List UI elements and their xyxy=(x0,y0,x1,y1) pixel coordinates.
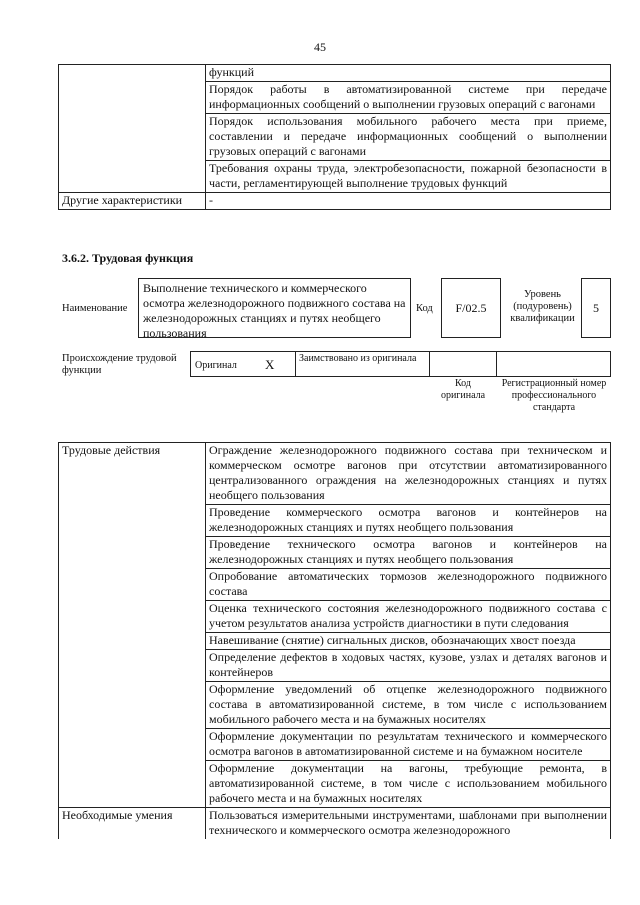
skills-label: Необходимые умения xyxy=(59,808,206,840)
top-continuation-table xyxy=(58,64,611,210)
section-heading: 3.6.2. Трудовая функция xyxy=(62,251,194,265)
borrowed-label: Заимствовано из оригинала xyxy=(299,353,417,364)
reg-number-caption: Регистрационный номер профессионального стандарта xyxy=(501,378,607,413)
table-cell-label xyxy=(59,82,206,114)
table-cell-text: Порядок работы в автоматизированной системе при передаче информационных сообщений о выполнении грузовых операций с вагонами xyxy=(206,82,611,114)
page-number: 45 xyxy=(314,40,326,54)
reg-number-box xyxy=(496,351,611,377)
table-row xyxy=(59,443,611,505)
labor-action-item: Опробование автоматических тормозов железнодорожного подвижного состава xyxy=(206,569,611,601)
labor-action-item: Оформление документации по результатам технического и коммерческого осмотра вагонов в автоматизированной системе и на бумажном носителе xyxy=(206,729,611,761)
code-box xyxy=(441,278,501,338)
labor-actions-table xyxy=(58,442,611,839)
labor-action-item: Оценка технического состояния железнодорожного подвижного состава с учетом результатов анализа устройств диагностики в пути следования xyxy=(206,601,611,633)
table-row xyxy=(59,808,611,840)
table-cell-label xyxy=(59,114,206,161)
code-label: Код xyxy=(416,303,433,314)
code-original-caption: Код оригинала xyxy=(440,378,486,401)
skill-item: Пользоваться измерительными инструментами, шаблонами при выполнении технического и коммерческого осмотра железнодорожного xyxy=(206,808,611,840)
level-box xyxy=(581,278,611,338)
name-label: Наименование xyxy=(62,303,128,314)
original-label: Оригинал xyxy=(195,360,237,371)
table-cell-text: Требования охраны труда, электробезопасности, пожарной безопасности в части, регламентирующей выполнение трудовых функций xyxy=(206,161,611,193)
labor-action-item: Ограждение железнодорожного подвижного состава при техническом и коммерческом осмотре вагонов при отсутствии автоматизированного централизованного ограждения на железнодорожных станциях и путях необщего пользования xyxy=(206,443,611,505)
code-value: F/02.5 xyxy=(455,301,487,315)
table-cell-label xyxy=(59,161,206,193)
labor-action-item: Оформление документации на вагоны, требующие ремонта, в автоматизированной системе, в том числе с использованием мобильного рабочего места и на бумажных носителях xyxy=(206,761,611,808)
labor-action-item: Оформление уведомлений об отцепке железнодорожного подвижного состава в автоматизированной системе, в том числе с использованием мобильного рабочего места и на бумажных носителях xyxy=(206,682,611,729)
borrowed-box xyxy=(295,351,430,377)
function-name-box xyxy=(138,278,411,338)
other-characteristics-value: - xyxy=(206,193,611,210)
labor-action-item: Навешивание (снятие) сигнальных дисков, обозначающих хвост поезда xyxy=(206,633,611,650)
table-row xyxy=(59,161,611,193)
table-cell-label xyxy=(59,65,206,82)
labor-action-item: Проведение коммерческого осмотра вагонов и контейнеров на железнодорожных станциях и путях необщего пользования xyxy=(206,505,611,537)
actions-label: Трудовые действия xyxy=(59,443,206,808)
table-row xyxy=(59,193,611,210)
function-name-value: Выполнение технического и коммерческого осмотра железнодорожного подвижного состава на железнодорожных станциях и путях необщего пользования xyxy=(143,281,406,340)
table-row xyxy=(59,82,611,114)
labor-action-item: Проведение технического осмотра вагонов и контейнеров на железнодорожных станциях и путях необщего пользования xyxy=(206,537,611,569)
code-original-box xyxy=(429,351,497,377)
table-cell-text: функций xyxy=(206,65,611,82)
table-cell-text: Порядок использования мобильного рабочего места при приеме, составлении и передаче информационных сообщений о выполнении грузовых операций с вагонами xyxy=(206,114,611,161)
level-label: Уровень (подуровень) квалификации xyxy=(510,289,575,324)
table-row xyxy=(59,65,611,82)
original-box xyxy=(190,351,296,377)
origin-label: Происхождение трудовой функции xyxy=(62,353,177,376)
level-value: 5 xyxy=(593,301,599,315)
original-mark: X xyxy=(265,357,275,372)
table-row xyxy=(59,114,611,161)
labor-action-item: Определение дефектов в ходовых частях, кузове, узлах и деталях вагонов и контейнеров xyxy=(206,650,611,682)
other-characteristics-label: Другие характеристики xyxy=(59,193,206,210)
